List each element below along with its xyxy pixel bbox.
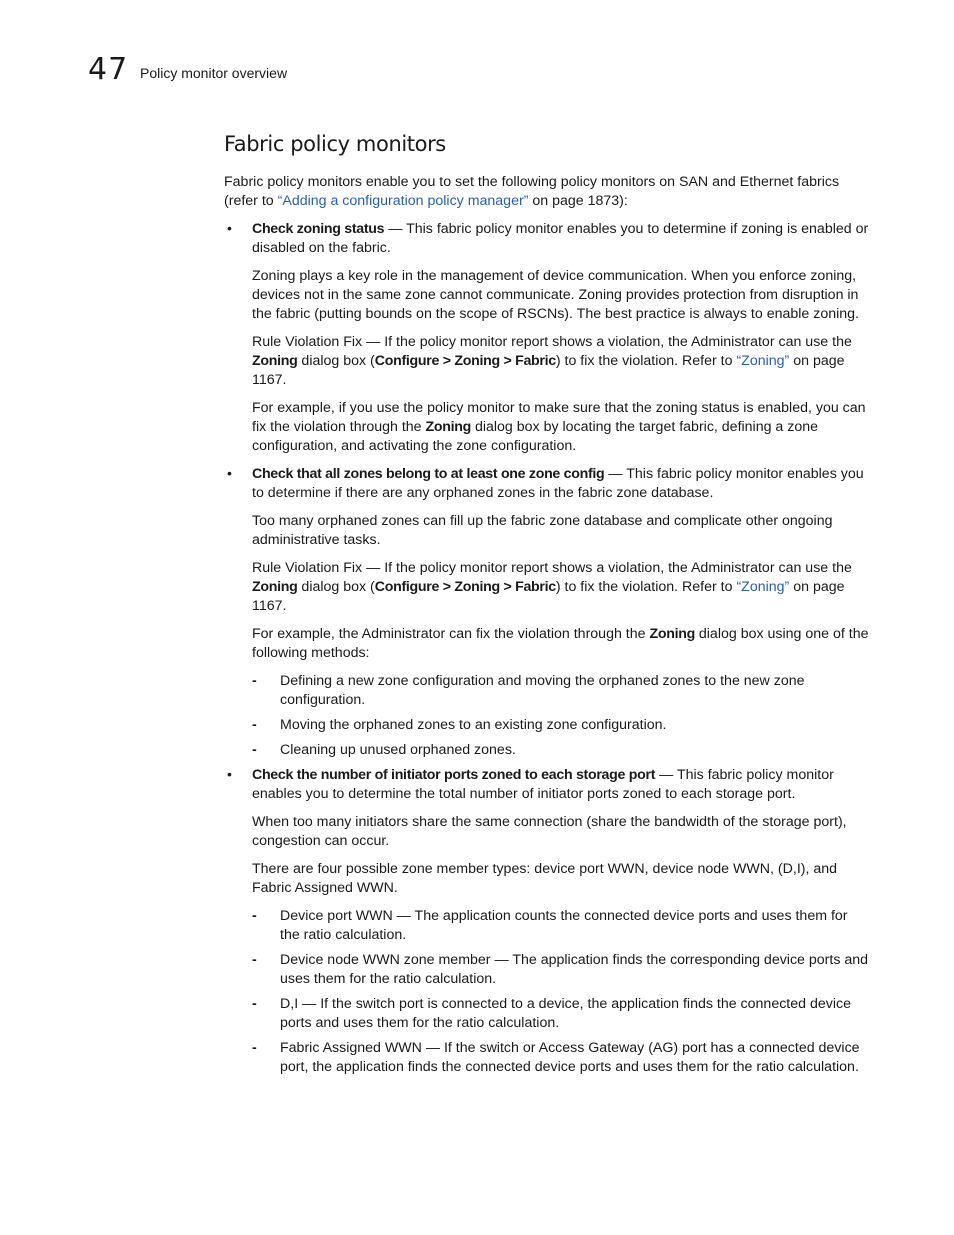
bullet-body [224, 267, 870, 456]
section-title: Fabric policy monitors [224, 132, 446, 156]
example-paragraph: For example, the Administrator can fix the violation through the Zoning dialog box using one of the following methods: [252, 626, 869, 661]
bullet-item: • Check the number of initiator ports zoned to each storage port — This fabric policy monitor enables you to determine the total number of initiator ports zoned to each storage port. [227, 766, 834, 802]
dash-mark: - [252, 673, 257, 689]
body-paragraph: When too many initiators share the same connection (share the bandwidth of the storage port), congestion can occur. [252, 814, 847, 849]
dash-item: - Cleaning up unused orphaned zones. [252, 742, 516, 758]
bullet-mark: • [227, 766, 232, 782]
example-paragraph: For example, if you use the policy monitor to make sure that the zoning status is enabled, you can fix the violation through the Zoning dialog box by locating the target fabric, defining a zone configuration, and activating the zone configuration. [252, 400, 866, 454]
intro-paragraph: Fabric policy monitors enable you to set the following policy monitors on SAN and Ethernet fabrics (refer to “Adding a configuration policy manager” on page 1873): [224, 174, 840, 209]
dash-item: - Fabric Assigned WWN — If the switch or Access Gateway (AG) port has a connected device port, the application finds the connected device ports and uses them for the ratio calculation. [252, 1040, 860, 1075]
bullet-heading: Check the number of initiator ports zoned to each storage port [252, 767, 656, 783]
body-paragraph: There are four possible zone member types: device port WWN, device node WWN, (D,I), and Fabric Assigned WWN. [252, 861, 838, 896]
rule-violation-fix: Rule Violation Fix — If the policy monitor report shows a violation, the Administrator can use the Zoning dialog box (Configure > Zoning > Fabric) to fix the violation. Refer to “Zoning” on page 1167. [252, 334, 852, 388]
dash-item: - Moving the orphaned zones to an existing zone configuration. [252, 717, 667, 733]
section-body [224, 173, 870, 1083]
adding-config-policy-manager-link[interactable]: “Adding a configuration policy manager” [277, 193, 529, 209]
dash-item: - Defining a new zone configuration and moving the orphaned zones to the new zone configuration. [252, 673, 805, 708]
bullet-item: • Check zoning status — This fabric policy monitor enables you to determine if zoning is enabled or disabled on the fabric. [227, 220, 869, 256]
zoning-link[interactable]: “Zoning” [736, 353, 790, 369]
rule-violation-fix: Rule Violation Fix — If the policy monitor report shows a violation, the Administrator can use the Zoning dialog box (Configure > Zoning > Fabric) to fix the violation. Refer to “Zoning” on page 1167. [252, 560, 852, 614]
bullet-mark: • [227, 220, 232, 236]
dash-item: - D,I — If the switch port is connected to a device, the application finds the connected device ports and uses them for the ratio calculation. [252, 996, 851, 1031]
bullet-item: • Check that all zones belong to at least one zone config — This fabric policy monitor enables you to determine if there are any orphaned zones in the fabric zone database. [227, 465, 864, 501]
running-head: Policy monitor overview [140, 65, 288, 81]
dash-mark: - [252, 996, 257, 1012]
bullet-mark: • [227, 465, 232, 481]
dash-item: - Device node WWN zone member — The application finds the corresponding device ports and uses them for the ratio calculation. [252, 952, 869, 987]
body-paragraph: Zoning plays a key role in the management of device communication. When you enforce zoning, devices not in the same zone cannot communicate. Zoning provides protection from disruption in the fabric (putting bounds on the scope of RSCNs). The best practice is always to enable zoning. [252, 268, 859, 322]
dash-mark: - [252, 908, 257, 924]
bullet-body [224, 813, 870, 898]
bullet-body [224, 512, 870, 663]
bullet-heading: Check zoning status [252, 221, 385, 237]
zoning-link[interactable]: “Zoning” [736, 579, 790, 595]
bullet-heading: Check that all zones belong to at least one zone config [252, 466, 605, 482]
dash-mark: - [252, 742, 257, 758]
dash-mark: - [252, 952, 257, 968]
dash-item: - Device port WWN — The application counts the connected device ports and uses them for the ratio calculation. [252, 908, 848, 943]
body-paragraph: Too many orphaned zones can fill up the fabric zone database and complicate other ongoing administrative tasks. [252, 513, 833, 548]
chapter-number: 47 [88, 52, 129, 87]
dash-mark: - [252, 717, 257, 733]
dash-mark: - [252, 1040, 257, 1056]
